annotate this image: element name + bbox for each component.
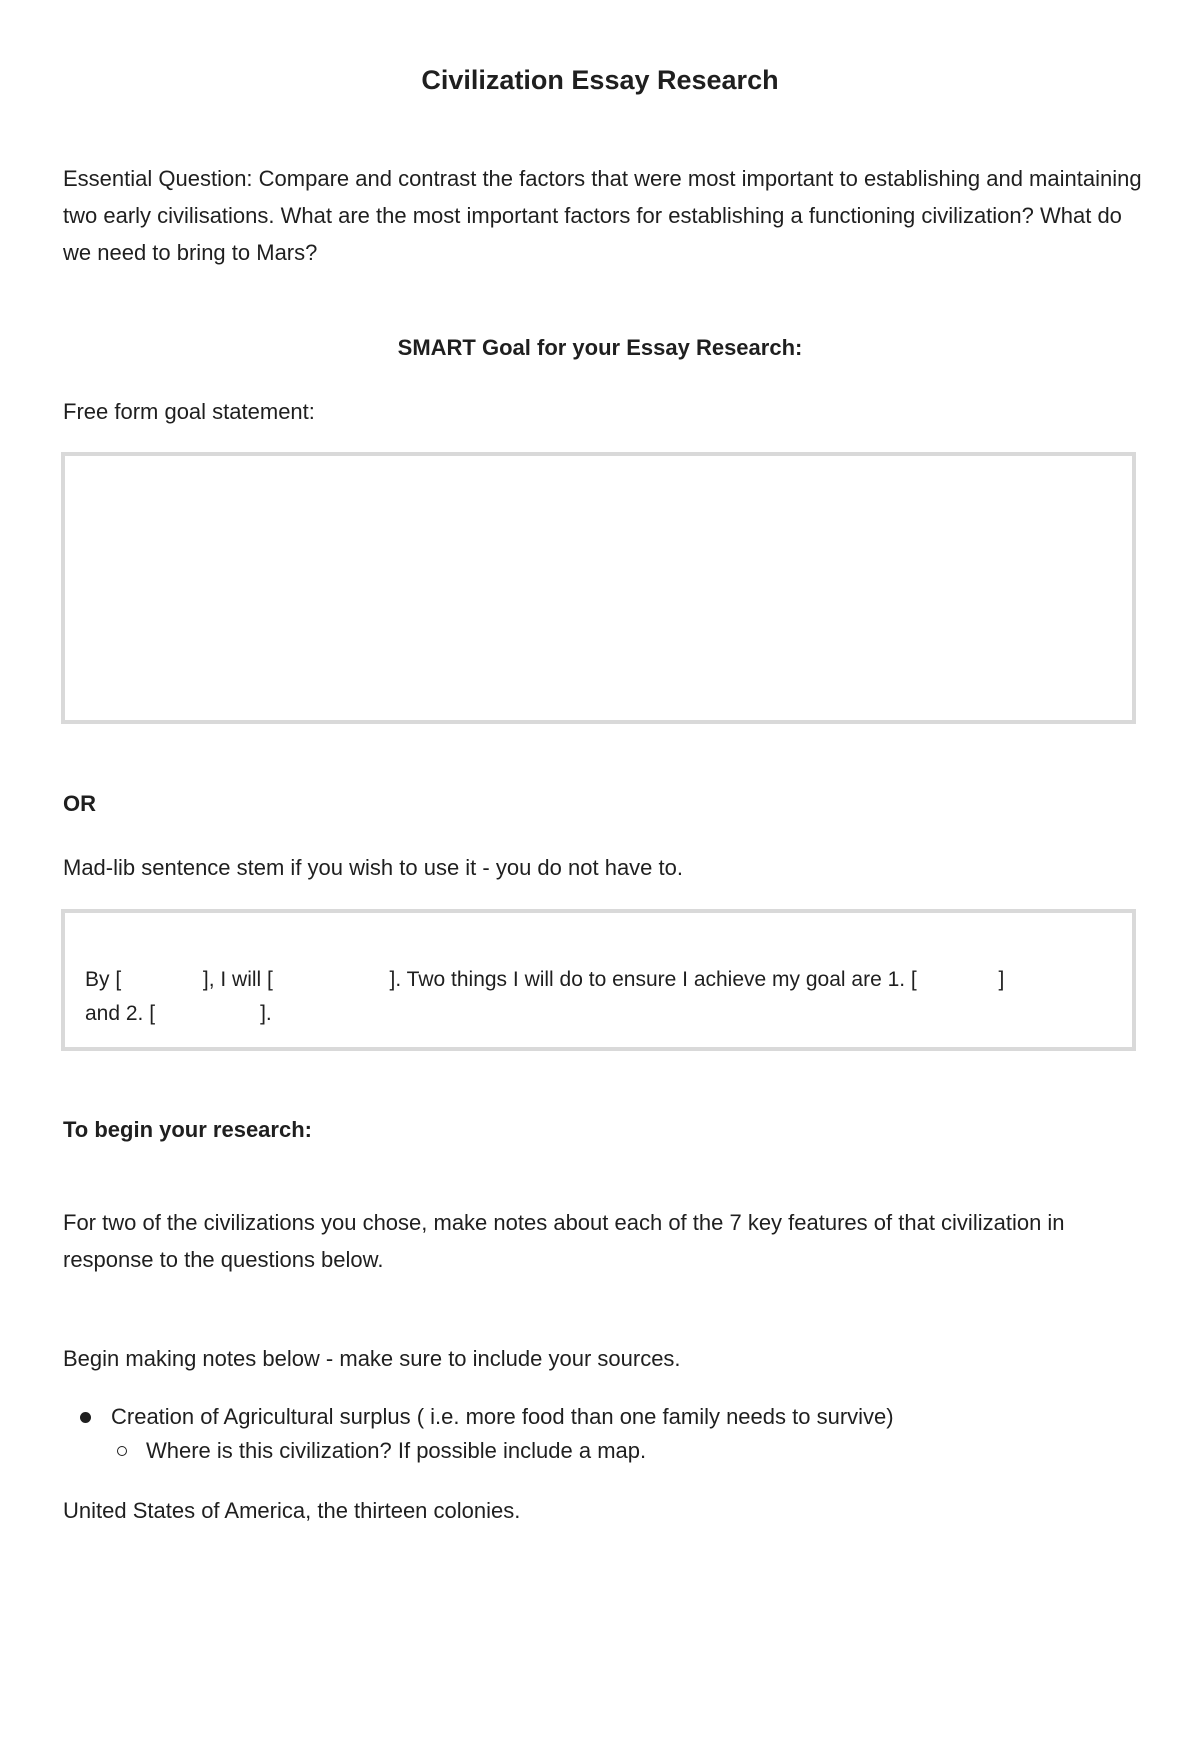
freeform-goal-label: Free form goal statement: <box>63 399 315 424</box>
madlib-line-2: and 2. [ ]. <box>85 1002 272 1025</box>
freeform-goal-box[interactable] <box>61 452 1136 724</box>
hollow-bullet-icon <box>117 1446 127 1456</box>
madlib-sentence <box>85 963 1105 1031</box>
or-label: OR <box>63 791 96 816</box>
madlib-line-1: By [ ], I will [ ]. Two things I will do to ensure I achieve my goal are 1. [ ] <box>85 968 1005 991</box>
feature-list <box>63 1400 1143 1468</box>
list-item-text: Creation of Agricultural surplus ( i.e. more food than one family needs to survive) <box>111 1404 894 1429</box>
sub-list-item-text: Where is this civilization? If possible include a map. <box>146 1438 647 1463</box>
answer-text[interactable]: United States of America, the thirteen colonies. <box>63 1498 521 1523</box>
two-civilizations-instructions: For two of the civilizations you chose, make notes about each of the 7 key features of that civilization in response to the questions below. <box>63 1210 1065 1272</box>
bullet-icon <box>80 1412 91 1423</box>
smart-goal-heading: SMART Goal for your Essay Research: <box>397 335 803 360</box>
make-notes-instructions: Begin making notes below - make sure to include your sources. <box>63 1346 681 1371</box>
essential-question: Essential Question: Compare and contrast the factors that were most important to establishing and maintaining two early civilisations. What are the most important factors for establishing a functioning civilization? What do we need to bring to Mars? <box>63 166 1142 265</box>
sub-list-item <box>63 1434 1143 1468</box>
begin-research-heading: To begin your research: <box>63 1117 312 1142</box>
madlib-label: Mad-lib sentence stem if you wish to use it - you do not have to. <box>63 855 683 880</box>
madlib-box[interactable] <box>61 909 1136 1051</box>
list-item <box>63 1400 1143 1434</box>
document-title: Civilization Essay Research <box>421 65 779 95</box>
